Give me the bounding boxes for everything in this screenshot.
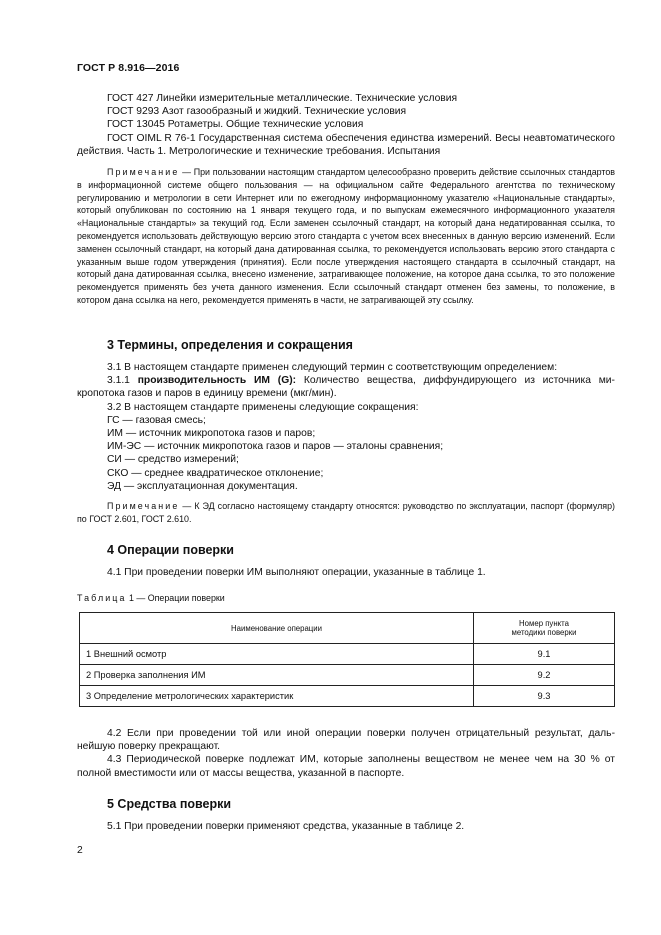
term-name: производительность ИМ (G): <box>137 375 297 387</box>
section-3-title: 3 Термины, определения и сокращения <box>107 338 353 352</box>
operation-name: 3 Определение метрологических характеристик <box>80 686 474 707</box>
operations-table <box>79 612 615 707</box>
caption-text: 1 — Операции поверки <box>128 593 225 603</box>
table-row <box>80 665 615 686</box>
references-list <box>77 92 615 158</box>
table-row <box>80 686 615 707</box>
caption-label: Таблица <box>77 593 127 603</box>
paragraph-5-1: 5.1 При проведении поверки применяют средства, указанные в таблице 2. <box>107 821 465 832</box>
abbreviation-item: ЭД — эксплуатационная документация. <box>107 480 298 492</box>
section-4-intro <box>77 566 615 579</box>
table-header-row <box>80 613 615 644</box>
clause-number: 9.1 <box>474 644 615 665</box>
paragraph-4-1: 4.1 При проведении поверки ИМ выполняют операции, указанные в таблице 1. <box>107 567 486 578</box>
clause-number: 9.2 <box>474 665 615 686</box>
note-label: Примечание <box>107 501 180 511</box>
note-references <box>77 166 615 307</box>
term-number: 3.1.1 <box>107 375 130 387</box>
table-caption <box>77 593 225 603</box>
abbreviation-item: ИМ-ЭС — источник микропотока газов и паров — эталоны сравнения; <box>107 441 444 453</box>
clause-number: 9.3 <box>474 686 615 707</box>
abbreviation-item: СКО — среднее квадратическое отклонение; <box>107 467 324 479</box>
section-4-body <box>77 727 615 780</box>
paragraph-3-2: 3.2 В настоящем стандарте применены следующие сокращения: <box>107 401 419 413</box>
reference-item: ГОСТ 427 Линейки измерительные металлические. Технические условия <box>107 93 458 104</box>
paragraph-3-1: 3.1 В настоящем стандарте применен следующий термин с соответствующим определением: <box>107 362 558 373</box>
section-3-body <box>77 361 615 493</box>
section-4-title: 4 Операции поверки <box>107 543 234 557</box>
abbreviation-item: СИ — средство измерений; <box>107 454 239 466</box>
section-5-body <box>77 820 615 833</box>
page-number: 2 <box>77 845 83 856</box>
column-header-operation: Наименование операции <box>80 613 474 644</box>
abbreviation-item: ИМ — источник микропотока газов и паров; <box>107 428 316 440</box>
column-header-line: Номер пункта <box>519 619 569 628</box>
document-header: ГОСТ Р 8.916—2016 <box>77 62 180 74</box>
note-text: — При пользовании настоящим стандартом целесообразно проверить действие ссылочных стандартов в информационной системе общего пользования — на официальном сайте Федерального агентства по техническому регулированию и метрологии в сети Интернет или по ежегодному информационному указателю «Национальные стандарты», который опубликован по состоянию на 1 января текущего года, и по выпускам ежемесячного информационного указателя «Национальные стандарты» за текущий год. Если заменен ссылочный стандарт, на который дана недатированная ссылка, то рекомендуется использовать действующую версию этого стандарта с учетом всех внесенных в данную версию изменений. Если заменен ссылочный стандарт, на который дана датированная ссылка, то рекомендуется использовать версию этого стандарта с указанным выше годом утверждения (принятия). Если после утверждения настоящего стандарта в ссылочный стандарт, на который дана датированная ссылка, внесено изменение, затрагивающее положение, на которое дана ссылка, то это положение рекомендуется применять без учета данного изменения. Если ссылочный стандарт отменен без замены, то положение, в котором дана ссылка на него, рекомендуется применять в части, не затрагивающей эту ссылку. <box>77 167 616 305</box>
note-paragraph <box>77 166 615 307</box>
reference-item: ГОСТ OIML R 76-1 Государственная система обеспечения единства измерений. Весы неавтоматического действия. Часть 1. Метрологические и технические требования. Испытания <box>77 132 615 157</box>
note-abbreviations <box>77 500 615 526</box>
abbreviation-item: ГС — газовая смесь; <box>107 414 206 426</box>
reference-item: ГОСТ 13045 Ротаметры. Общие технические условия <box>107 119 364 131</box>
note-label: Примечание <box>107 167 180 177</box>
paragraph-4-3: 4.3 Периодической поверке подлежат ИМ, которые заполнены веществом не менее чем на 30 % от полной вместимости или от массы вещества, указанной в паспорте. <box>77 754 615 779</box>
paragraph-4-2: 4.2 Если при проведении той или иной операции поверки получен отрицательный результат, дальнейшую поверку прекращают. <box>77 728 615 753</box>
table-row <box>80 644 615 665</box>
column-header-line: методики поверки <box>511 628 577 637</box>
operation-name: 1 Внешний осмотр <box>80 644 474 665</box>
section-5-title: 5 Средства поверки <box>107 797 232 811</box>
note-paragraph <box>77 500 615 526</box>
term-definition: Количество вещества, диффундирующего из источника микропотока газов и паров в единицу времени (мкг/мин). <box>77 375 615 400</box>
operation-name: 2 Проверка заполнения ИМ <box>80 665 474 686</box>
paragraph-3-1-1 <box>77 374 615 400</box>
note-text: — К ЭД согласно настоящему стандарту относятся: руководство по эксплуатации, паспорт (формуляр) по ГОСТ 2.601, ГОСТ 2.610. <box>77 501 615 524</box>
column-header-clause <box>474 613 615 644</box>
reference-item: ГОСТ 9293 Азот газообразный и жидкий. Технические условия <box>107 106 407 118</box>
